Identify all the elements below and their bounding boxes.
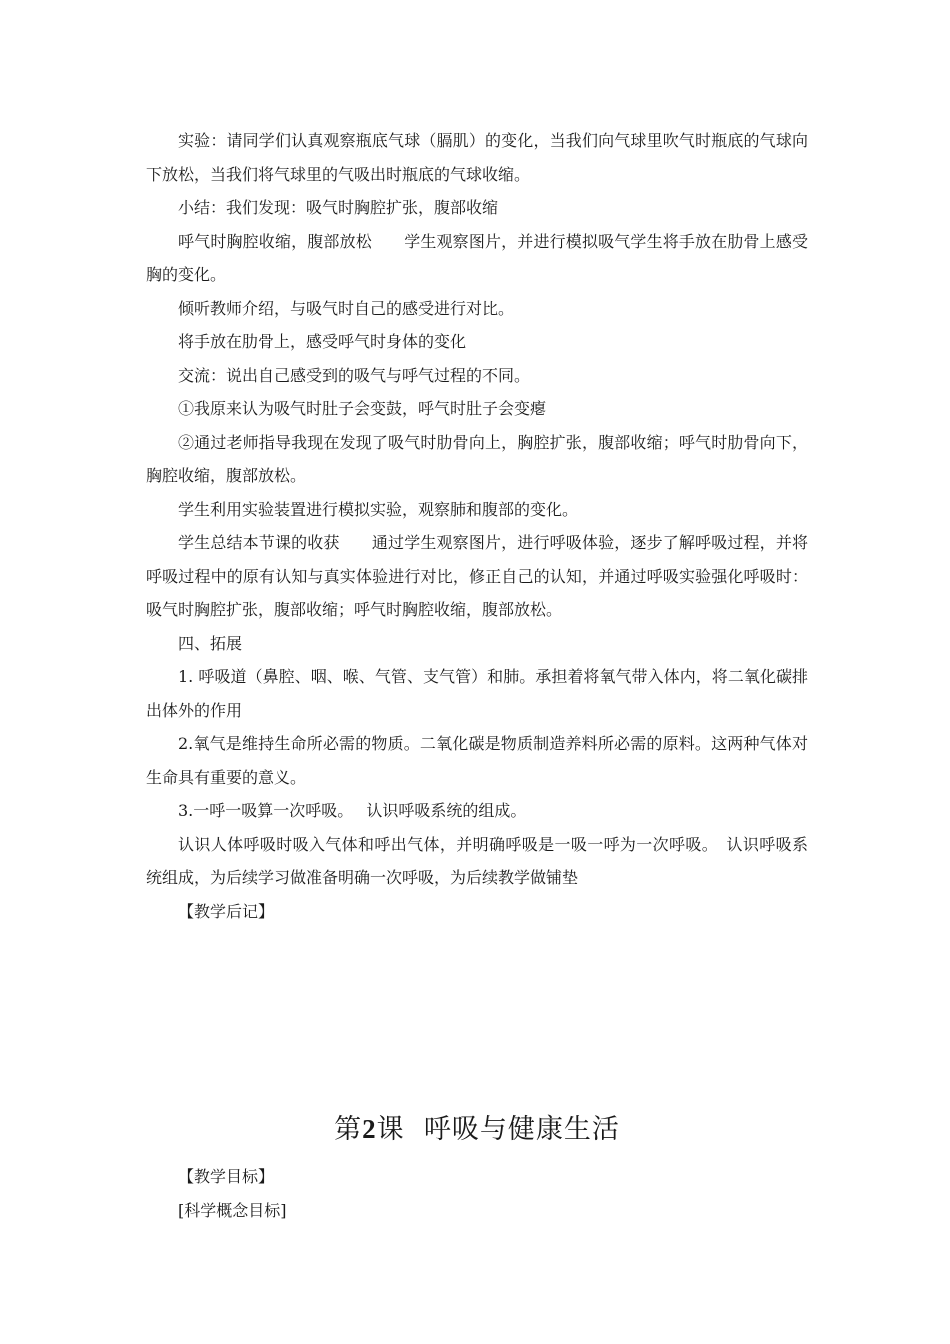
lesson-title-suffix: 课 呼吸与健康生活	[376, 1114, 620, 1145]
lesson-title	[146, 1106, 808, 1153]
lesson-title-block	[146, 1106, 808, 1153]
paragraph-exhale-observe: 呼气时胸腔收缩，腹部放松 学生观察图片，并进行模拟吸气学生将手放在肋骨上感受胸的变化。	[146, 231, 808, 284]
extension-item-3: 3.一呼一吸算一次呼吸。 认识呼吸系统的组成。	[178, 801, 527, 820]
section-heading-extension: 四、拓展	[178, 633, 243, 653]
lesson-title-prefix: 第	[334, 1114, 363, 1145]
extension-item-1: 1. 呼吸道（鼻腔、咽、喉、气管、支气管）和肺。承担着将氧气带入体内，将二氧化碳排出体外的作用	[146, 667, 808, 720]
teaching-notes-heading: 【教学后记】	[178, 901, 275, 921]
paragraph-summary: 小结：我们发现：吸气时胸腔扩张，腹部收缩	[178, 198, 499, 217]
paragraph-experiment: 实验：请同学们认真观察瓶底气球（膈肌）的变化，当我们向气球里吹气时瓶底的气球向下放松，当我们将气球里的气吸出时瓶底的气球收缩。	[146, 131, 808, 184]
paragraph-exchange: 交流：说出自己感受到的吸气与呼气过程的不同。	[178, 365, 531, 385]
paragraph-hand-on-ribs: 将手放在肋骨上，感受呼气时身体的变化	[178, 332, 467, 351]
extension-item-2: 2.氧气是维持生命所必需的物质。二氧化碳是物质制造养料所必需的原料。这两种气体对生命具有重要的意义。	[146, 734, 808, 787]
paragraph-simulation: 学生利用实验装置进行模拟实验，观察肺和腹部的变化。	[178, 499, 579, 519]
body-text	[146, 124, 808, 928]
paragraph-point-1: ①我原来认为吸气时肚子会变鼓，呼气时肚子会变瘪	[178, 399, 547, 418]
paragraph-gains: 学生总结本节课的收获 通过学生观察图片，进行呼吸体验，逐步了解呼吸过程，并将呼吸过程中的原有认知与真实体验进行对比，修正自己的认知，并通过呼吸实验强化呼吸时：吸气时胸腔扩张，腹部收缩；呼气时胸腔收缩，腹部放松。	[146, 533, 808, 619]
paragraph-recognize: 认识人体呼吸时吸入气体和呼出气体，并明确呼吸是一吸一呼为一次呼吸。 认识呼吸系统组成，为后续学习做准备明确一次呼吸，为后续教学做铺垫	[146, 834, 808, 887]
paragraph-listen: 倾听教师介绍，与吸气时自己的感受进行对比。	[178, 298, 515, 318]
lesson-title-number: 2	[362, 1114, 377, 1144]
science-concept-objectives-heading: [科学概念目标]	[178, 1200, 287, 1220]
lesson-objectives	[146, 1160, 808, 1227]
paragraph-point-2: ②通过老师指导我现在发现了吸气时肋骨向上，胸腔扩张，腹部收缩；呼气时肋骨向下，胸腔收缩，腹部放松。	[146, 432, 808, 485]
teaching-objectives-heading: 【教学目标】	[178, 1167, 275, 1186]
